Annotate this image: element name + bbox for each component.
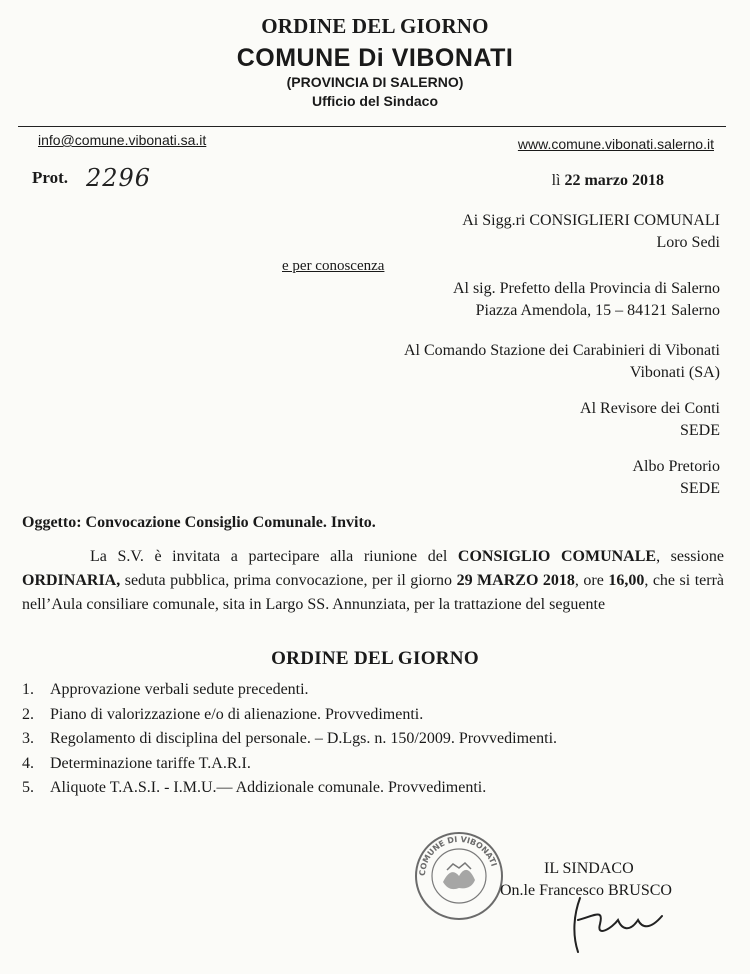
agenda-item-number: 4.: [22, 754, 34, 772]
recipient-line: Ai Sigg.ri CONSIGLIERI COMUNALI: [462, 212, 720, 229]
body-bold-segment: 29 MARZO 2018: [456, 572, 575, 589]
recipient-albo: [632, 456, 720, 500]
date-prefix: lì: [551, 172, 561, 189]
cc-label: e per conoscenza: [282, 258, 385, 274]
protocol-label: Prot.: [32, 168, 69, 187]
header-top-title: ORDINE DEL GIORNO: [261, 14, 489, 38]
letter-date: [552, 172, 664, 190]
date-value: 22 marzo 2018: [564, 172, 664, 189]
protocol-number-handwritten: 2296: [86, 164, 152, 192]
agenda-item-text: Regolamento di disciplina del personale. – D.Lgs. n. 150/2009. Provvedimenti.: [50, 730, 558, 747]
agenda-item-number: 3.: [22, 730, 34, 747]
agenda-title: ORDINE DEL GIORNO: [271, 648, 479, 669]
svg-text:COMUNE DI VIBONATI: [418, 835, 499, 876]
agenda-item: [22, 727, 557, 752]
stamp-text: COMUNE DI VIBONATI: [417, 834, 499, 877]
body-bold-segment: 16,00: [608, 572, 645, 589]
signatory-title: IL SINDACO: [544, 860, 634, 877]
recipient-line: Vibonati (SA): [629, 364, 720, 381]
header-ufficio: Ufficio del Sindaco: [311, 93, 438, 109]
agenda-item: [22, 752, 557, 777]
recipient-consiglieri: [462, 210, 720, 254]
body-text-segment: La S.V. è invitata a partecipare alla riunione del: [90, 548, 458, 565]
recipient-line: SEDE: [680, 422, 720, 439]
agenda-item-text: Determinazione tariffe T.A.R.I.: [50, 754, 251, 772]
recipient-line: Al sig. Prefetto della Provincia di Salerno: [452, 280, 720, 297]
header-provincia: (PROVINCIA DI SALERNO): [286, 74, 464, 90]
header-comune: COMUNE Di VIBONATI: [236, 44, 514, 72]
body-text-segment: , che si terrà nell’Aula consiliare comunale, sita in Largo SS. Annunziata, per la trattazione del seguente: [22, 572, 725, 613]
recipient-revisore: [580, 398, 720, 442]
email-link[interactable]: info@comune.vibonati.sa.it: [38, 132, 207, 148]
official-stamp-icon: [413, 830, 505, 922]
agenda-item-number: 1.: [22, 681, 34, 698]
body-text-segment: , sessione: [656, 548, 725, 565]
signatory-name: On.le Francesco BRUSCO: [500, 882, 672, 899]
agenda-item-text: Approvazione verbali sedute precedenti.: [50, 681, 309, 698]
recipient-line: SEDE: [680, 480, 720, 497]
recipient-line: Al Revisore dei Conti: [580, 400, 720, 417]
agenda-item-number: 2.: [22, 705, 34, 723]
recipient-line: Al Comando Stazione dei Carabinieri di Vibonati: [403, 342, 720, 359]
recipient-prefetto: [453, 278, 720, 322]
agenda-item-number: 5.: [22, 779, 34, 796]
agenda-item-text: Aliquote T.A.S.I. - I.M.U.— Addizionale comunale. Provvedimenti.: [50, 779, 487, 796]
agenda-item: [22, 678, 557, 703]
agenda-item: [22, 776, 557, 801]
agenda-item-text: Piano di valorizzazione e/o di alienazione. Provvedimenti.: [50, 705, 424, 723]
body-text-segment: seduta pubblica, prima convocazione, per il giorno: [120, 572, 457, 589]
body-text-segment: , ore: [574, 572, 609, 589]
agenda-item: [22, 703, 557, 728]
recipient-line: Piazza Amendola, 15 – 84121 Salerno: [475, 302, 720, 319]
agenda-list: [22, 678, 557, 801]
recipient-carabinieri: [404, 340, 720, 384]
recipient-line: Loro Sedi: [656, 234, 720, 251]
subject-line: Oggetto: Convocazione Consiglio Comunale. Invito.: [22, 514, 376, 531]
invitation-paragraph: [22, 545, 724, 617]
recipient-line: Albo Pretorio: [632, 458, 720, 475]
body-bold-segment: CONSIGLIO COMUNALE: [457, 548, 657, 565]
body-bold-segment: ORDINARIA,: [22, 572, 121, 589]
website-link[interactable]: www.comune.vibonati.salerno.it: [517, 136, 714, 152]
header-divider: [18, 126, 726, 127]
handwritten-signature-icon: [560, 890, 670, 960]
